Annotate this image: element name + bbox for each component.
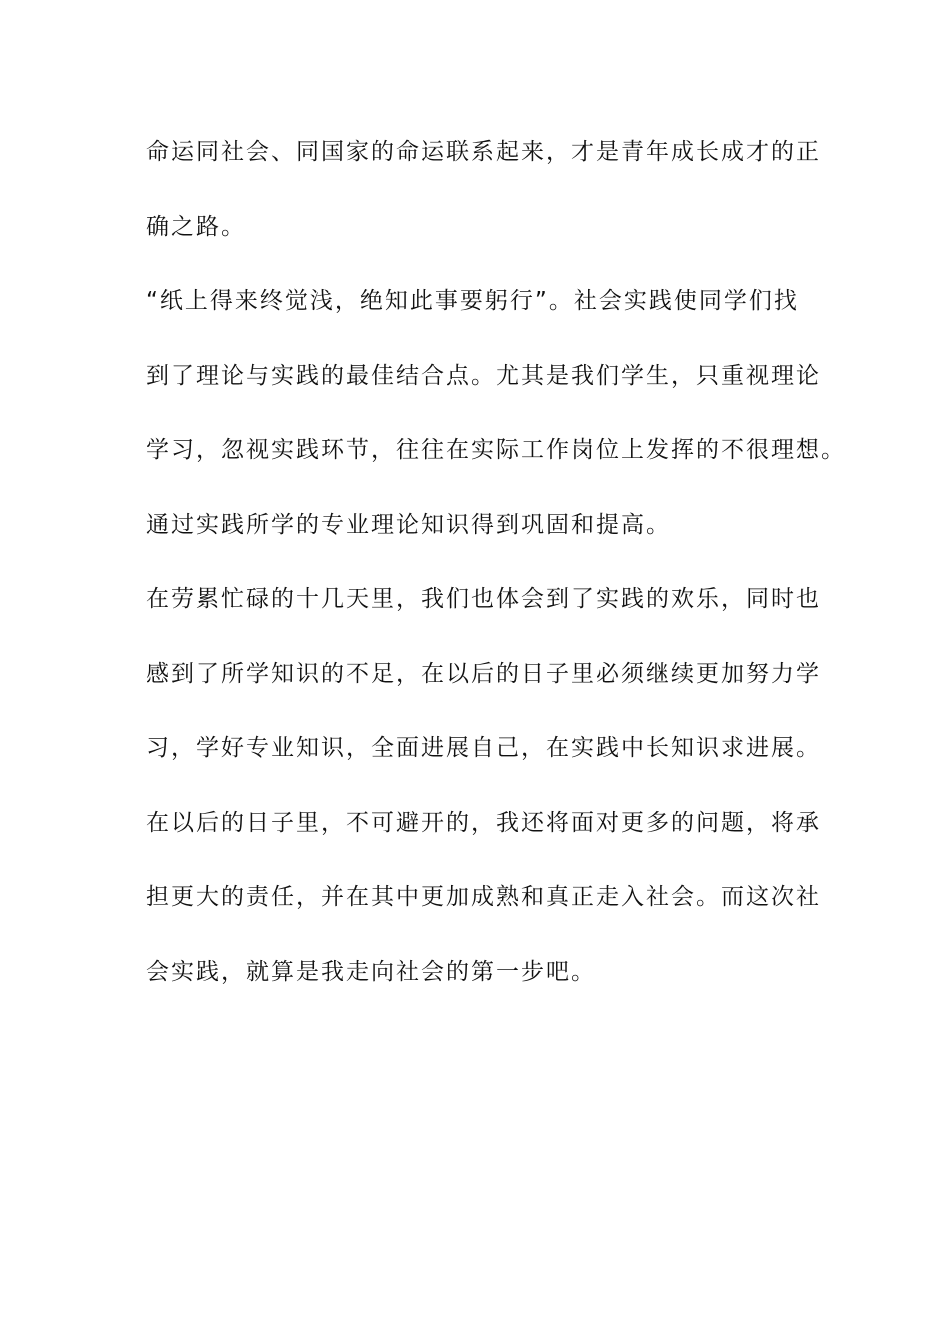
document-body [146,130,846,1024]
text-line: 到了理论与实践的最佳结合点。尤其是我们学生，只重视理论 [146,362,821,389]
text-line: 会实践，就算是我走向社会的第一步吧。 [146,958,596,985]
text-line: 在以后的日子里，不可避开的，我还将面对更多的问题，将承 [146,809,821,836]
text-line: 确之路。 [146,213,246,240]
text-line: 命运同社会、同国家的命运联系起来，才是青年成长成才的正 [146,139,821,165]
text-line: 通过实践所学的专业理论知识得到巩固和提高。 [146,511,671,538]
text-line: 担更大的责任，并在其中更加成熟和真正走入社会。而这次社 [146,884,821,910]
text-line: 感到了所学知识的不足，在以后的日子里必须继续更加努力学 [146,660,821,687]
text-line: “纸上得来终觉浅，绝知此事要躬行”。社会实践使同学们找 [146,288,799,314]
text-line: 在劳累忙碌的十几天里，我们也体会到了实践的欢乐，同时也 [146,586,821,612]
text-line: 习，学好专业知识，全面进展自己，在实践中长知识求进展。 [146,735,821,761]
text-line: 学习，忽视实践环节，往往在实际工作岗位上发挥的不很理想。 [146,437,846,463]
